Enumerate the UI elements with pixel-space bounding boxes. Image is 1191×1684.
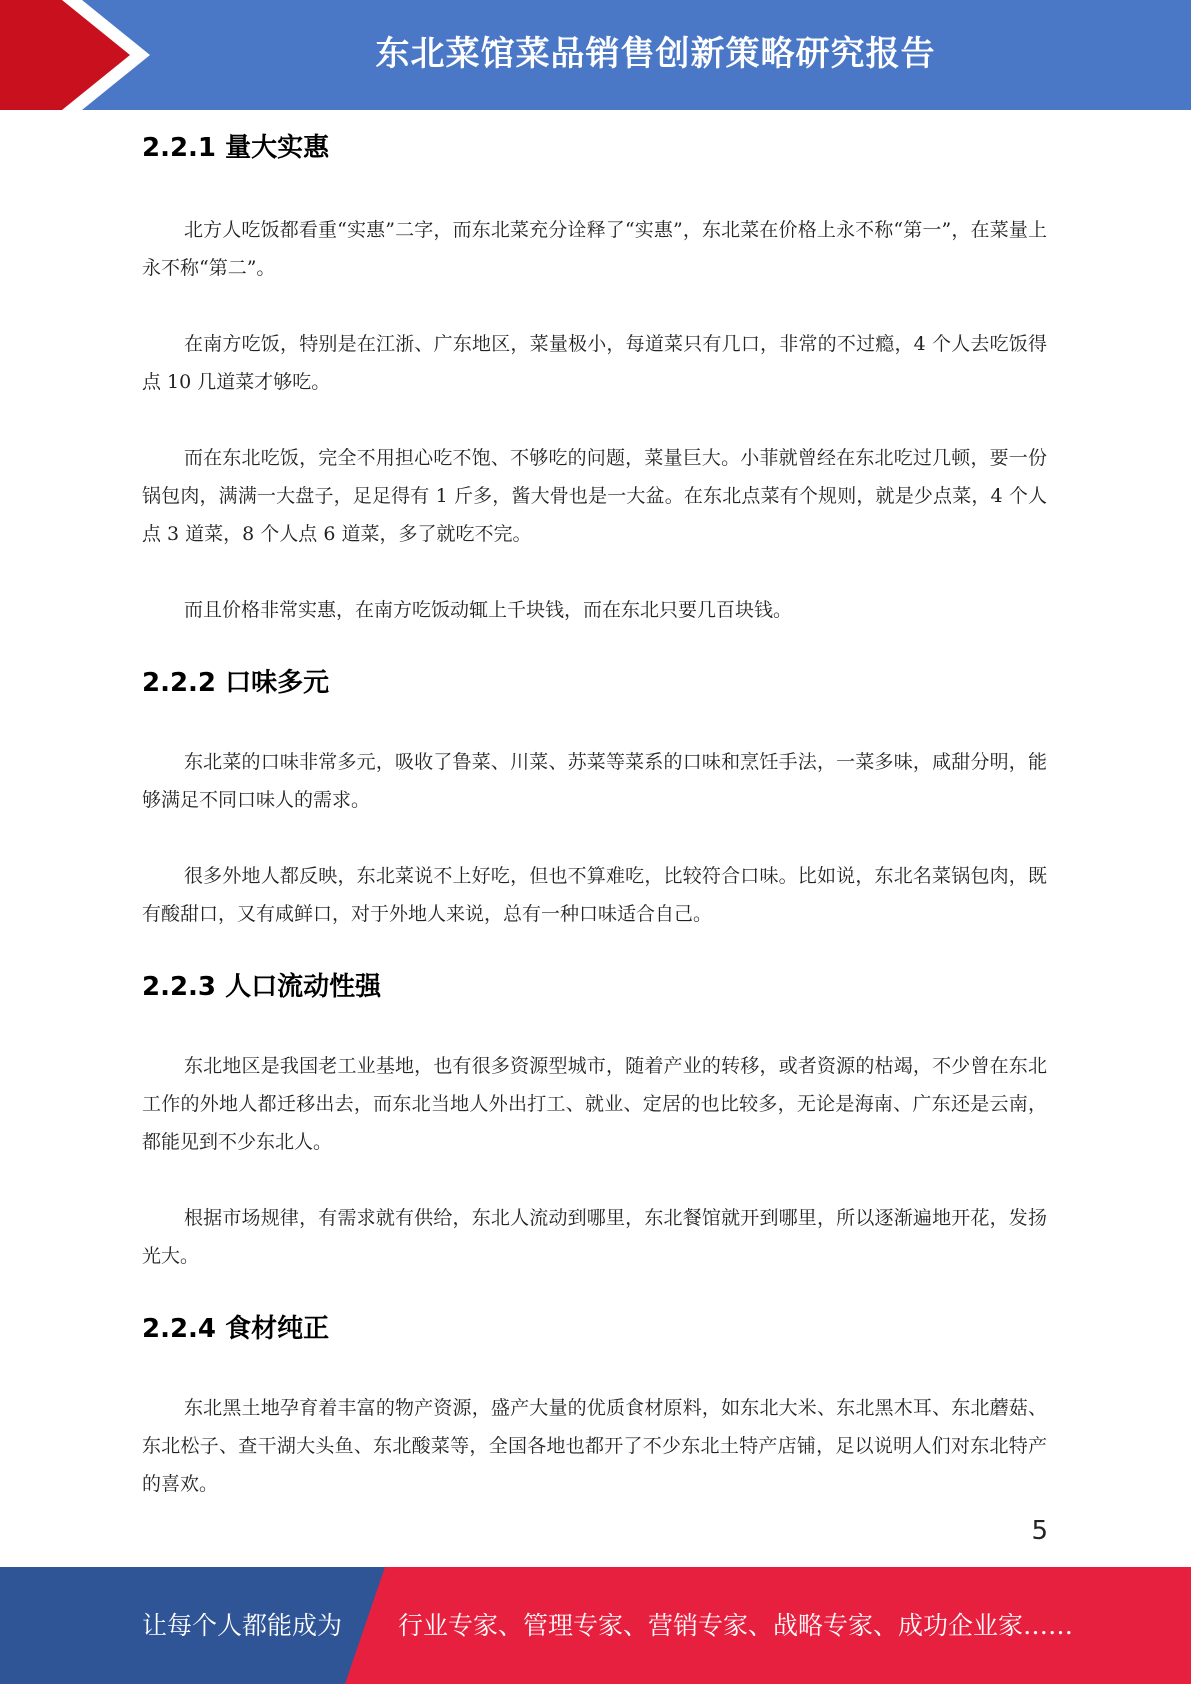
report-title: 东北菜馆菜品销售创新策略研究报告	[375, 34, 936, 74]
paragraph: 很多外地人都反映，东北菜说不上好吃，但也不算难吃，比较符合口味。比如说，东北名菜锅包肉，既有酸甜口，又有咸鲜口，对于外地人来说，总有一种口味适合自己。	[142, 865, 1047, 925]
paragraph: 而且价格非常实惠，在南方吃饭动辄上千块钱，而在东北只要几百块钱。	[184, 599, 793, 621]
section-heading-2-2-1: 2.2.1 量大实惠	[142, 133, 330, 163]
page-header	[0, 0, 1191, 110]
paragraph: 北方人吃饭都看重“实惠”二字，而东北菜充分诠释了“实惠”，东北菜在价格上永不称“第一”，在菜量上永不称“第二”。	[142, 219, 1047, 279]
section-heading-2-2-3: 2.2.3 人口流动性强	[142, 972, 382, 1002]
paragraph: 东北菜的口味非常多元，吸收了鲁菜、川菜、苏菜等菜系的口味和烹饪手法，一菜多味，咸甜分明，能够满足不同口味人的需求。	[142, 751, 1047, 811]
page-number: 5	[1031, 1516, 1048, 1546]
document-body	[142, 130, 1047, 1503]
page-footer	[0, 1567, 1191, 1684]
paragraph: 根据市场规律，有需求就有供给，东北人流动到哪里，东北餐馆就开到哪里，所以逐渐遍地开花，发扬光大。	[142, 1207, 1047, 1267]
section-heading-2-2-4: 2.2.4 食材纯正	[142, 1314, 330, 1344]
paragraph: 东北地区是我国老工业基地，也有很多资源型城市，随着产业的转移，或者资源的枯竭，不少曾在东北工作的外地人都迁移出去，而东北当地人外出打工、就业、定居的也比较多，无论是海南、广东还是云南，都能见到不少东北人。	[142, 1055, 1047, 1153]
header-chevron-decoration	[0, 0, 160, 110]
footer-slogan-left: 让每个人都能成为	[142, 1611, 343, 1640]
paragraph: 东北黑土地孕育着丰富的物产资源，盛产大量的优质食材原料，如东北大米、东北黑木耳、东北蘑菇、东北松子、查干湖大头鱼、东北酸菜等，全国各地也都开了不少东北土特产店铺，足以说明人们对东北特产的喜欢。	[142, 1397, 1047, 1495]
footer-slogan-right: 行业专家、管理专家、营销专家、战略专家、成功企业家……	[398, 1611, 1074, 1640]
section-heading-2-2-2: 2.2.2 口味多元	[142, 668, 330, 698]
paragraph: 而在东北吃饭，完全不用担心吃不饱、不够吃的问题，菜量巨大。小菲就曾经在东北吃过几顿，要一份锅包肉，满满一大盘子，足足得有 1 斤多，酱大骨也是一大盆。在东北点菜有个规则，就是少点菜，4 个人点 3 道菜，8 个人点 6 道菜，多了就吃不完。	[142, 447, 1047, 545]
paragraph: 在南方吃饭，特别是在江浙、广东地区，菜量极小，每道菜只有几口，非常的不过瘾，4 个人去吃饭得点 10 几道菜才够吃。	[142, 333, 1047, 393]
